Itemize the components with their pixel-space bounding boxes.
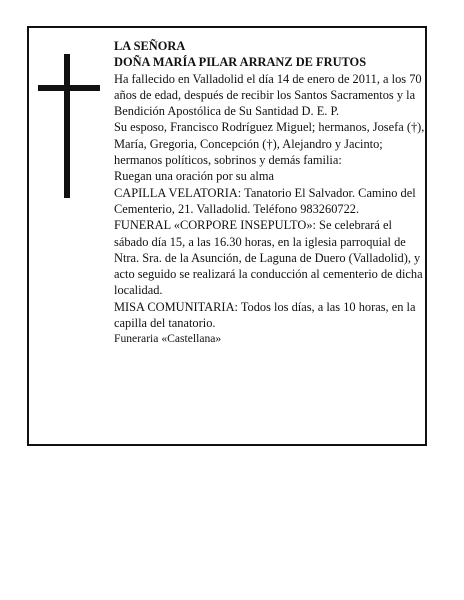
funeral-info: FUNERAL «CORPORE INSEPULTO»: Se celebrará el sábado día 15, a las 16.30 horas, en la iglesia parroquial de Ntra. Sra. de la Asunción, de Laguna de Duero (Valladolid), y acto seguido se realizará la conducción al cementerio de dicha localidad. bbox=[114, 218, 423, 298]
family-list: Su esposo, Francisco Rodríguez Miguel; hermanos, Josefa (†), María, Gregoria, Concepción (†), Alejandro y Jacinto; hermanos políticos, sobrinos y demás familia: bbox=[114, 120, 425, 168]
death-announcement: Ha fallecido en Valladolid el día 14 de enero de 2011, a los 70 años de edad, después de recibir los Santos Sacramentos y la Bendición Apostólica de Su Santidad D. E. P. bbox=[114, 71, 422, 119]
notice-heading: LA SEÑORA bbox=[114, 39, 186, 53]
mass-info: MISA COMUNITARIA: Todos los días, a las 10 horas, en la capilla del tanatorio. bbox=[114, 299, 416, 331]
funeral-home: Funeraria «Castellana» bbox=[114, 332, 222, 346]
chapel-info: CAPILLA VELATORIA: Tanatorio El Salvador. Camino del Cementerio, 21. Valladolid. Teléfono 983260722. bbox=[114, 185, 416, 216]
cross-vertical-bar bbox=[64, 54, 70, 198]
cross-horizontal-bar bbox=[38, 85, 100, 91]
deceased-name: DOÑA MARÍA PILAR ARRANZ DE FRUTOS bbox=[114, 55, 367, 70]
obituary-text bbox=[114, 38, 426, 348]
cross-icon bbox=[38, 54, 100, 198]
prayer-request: Ruegan una oración por su alma bbox=[114, 169, 274, 184]
